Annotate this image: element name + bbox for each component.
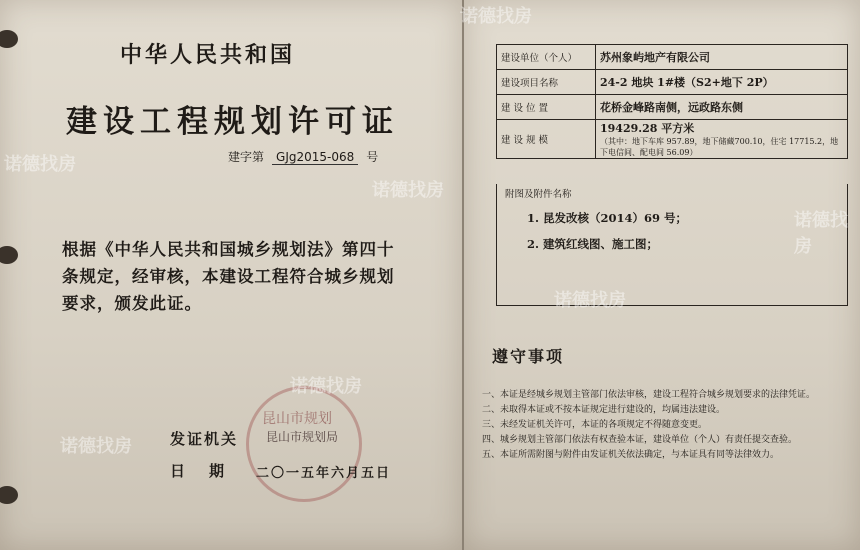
note-item: 二、未取得本证或不按本证规定进行建设的，均属违法建设。 (482, 405, 726, 415)
issue-date: 二〇一五年六月五日 (256, 466, 392, 481)
attachments-label: 附图及附件名称 (505, 189, 572, 200)
binder-hole (0, 246, 18, 264)
watermark: 诺德找房 (290, 376, 362, 397)
watermark: 诺德找房 (554, 290, 626, 311)
project-info-table (496, 44, 848, 159)
row-label: 建设项目名称 (497, 70, 596, 95)
row-value (596, 120, 848, 159)
row-value: 花桥金峰路南侧，远政路东侧 (596, 95, 848, 120)
scale-detail: （其中：地下车库 957.89，地下储藏700.10，住宅 17715.2，地下电信间、配电间 56.09） (600, 137, 839, 157)
note-item: 三、未经发证机关许可，本证的各项规定不得随意变更。 (482, 420, 708, 430)
watermark: 诺德找房 (460, 6, 532, 27)
table-row (497, 70, 848, 95)
note-item: 一、本证是经城乡规划主管部门依法审核，建设工程符合城乡规划要求的法律凭证。 (482, 390, 816, 400)
certificate-body-text: 根据《中华人民共和国城乡规划法》第四十条规定，经审核，本建设工程符合城乡规划要求，颁发此证。 (62, 240, 395, 313)
certificate-number (228, 148, 378, 165)
binder-hole (0, 30, 18, 48)
seal-text: 昆山市规划 (262, 411, 332, 427)
note-item: 四、城乡规划主管部门依法有权查验本证，建设单位（个人）有责任提交查验。 (482, 435, 798, 445)
watermark: 诺德找房 (60, 436, 132, 457)
date-label-char: 期 (209, 462, 225, 480)
binder-hole (0, 486, 18, 504)
row-label: 建 设 规 模 (497, 120, 596, 159)
number-value: GJg2015-068 (272, 150, 358, 165)
notes-list (482, 388, 846, 463)
watermark: 诺德找房 (4, 154, 76, 175)
date-label (170, 460, 224, 481)
row-label: 建 设 位 置 (497, 95, 596, 120)
number-prefix: 建字第 (228, 150, 265, 164)
certificate-right-page (460, 0, 860, 550)
note-item: 五、本证所需附图与附件由发证机关依法确定，与本证具有同等法律效力。 (482, 450, 780, 460)
date-label-char: 日 (170, 462, 186, 480)
country-heading: 中华人民共和国 (120, 42, 296, 68)
attachment-item: 2. 建筑红线图、施工图； (527, 237, 659, 251)
certificate-title: 建设工程规划许可证 (66, 104, 399, 140)
number-suffix: 号 (366, 150, 379, 164)
watermark: 诺德找房 (794, 210, 848, 257)
seal-subtext: 昆山市规划局 (266, 430, 339, 444)
scale-value: 19429.28 平方米 (600, 122, 695, 135)
table-row (497, 45, 848, 70)
row-value: 24-2 地块 1#楼（S2+地下 2P） (596, 70, 848, 95)
notes-title: 遵守事项 (492, 347, 565, 366)
watermark: 诺德找房 (372, 180, 444, 201)
row-label: 建设单位（个人） (497, 45, 596, 70)
table-row (497, 95, 848, 120)
table-row (497, 120, 848, 159)
attachments-box (496, 184, 848, 306)
issuer-label: 发证机关 (170, 430, 239, 448)
attachment-item: 1. 昆发改核（2014）69 号； (527, 211, 688, 225)
row-value: 苏州象屿地产有限公司 (596, 45, 848, 70)
